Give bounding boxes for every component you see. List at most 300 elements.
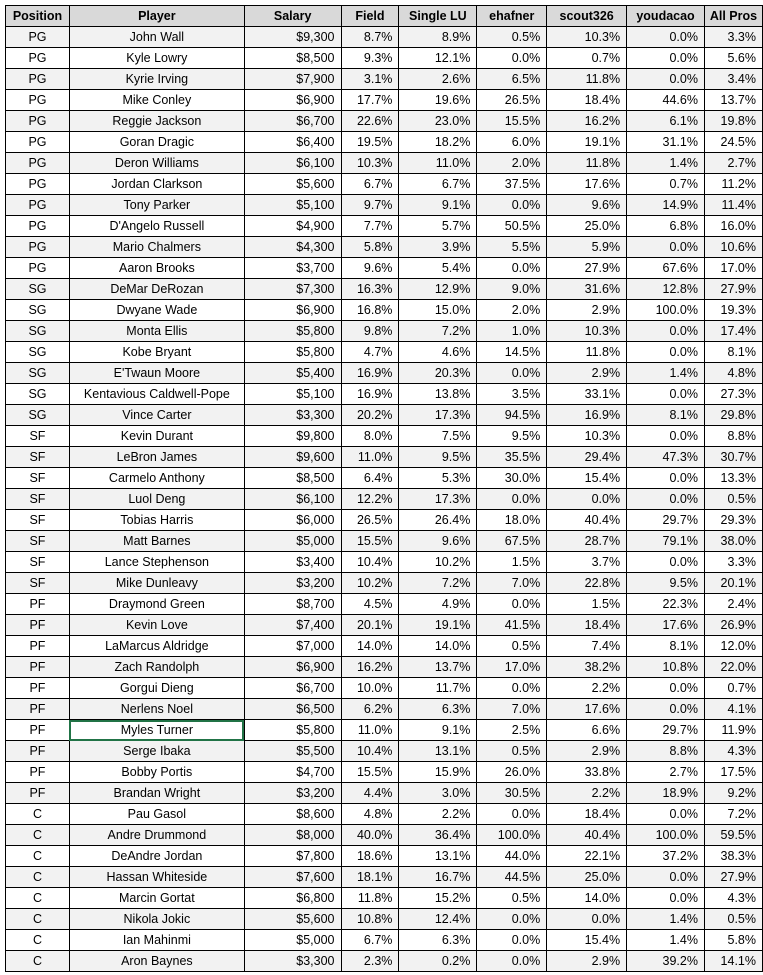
- cell-youdacao[interactable]: 0.0%: [627, 804, 705, 825]
- cell-salary[interactable]: $5,100: [244, 384, 341, 405]
- cell-player[interactable]: Kevin Durant: [69, 426, 244, 447]
- cell-salary[interactable]: $5,800: [244, 720, 341, 741]
- cell-field[interactable]: 10.0%: [341, 678, 399, 699]
- cell-player[interactable]: Carmelo Anthony: [69, 468, 244, 489]
- cell-single-lu[interactable]: 0.2%: [399, 951, 477, 972]
- cell-scout326[interactable]: 2.9%: [547, 741, 627, 762]
- cell-ehafner[interactable]: 17.0%: [477, 657, 547, 678]
- cell-scout326[interactable]: 22.1%: [547, 846, 627, 867]
- cell-ehafner[interactable]: 3.5%: [477, 384, 547, 405]
- cell-single-lu[interactable]: 9.1%: [399, 720, 477, 741]
- cell-field[interactable]: 10.2%: [341, 573, 399, 594]
- cell-youdacao[interactable]: 10.8%: [627, 657, 705, 678]
- cell-field[interactable]: 18.6%: [341, 846, 399, 867]
- cell-field[interactable]: 8.7%: [341, 27, 399, 48]
- cell-player[interactable]: Draymond Green: [69, 594, 244, 615]
- cell-position[interactable]: SF: [6, 447, 70, 468]
- cell-player[interactable]: Zach Randolph: [69, 657, 244, 678]
- cell-single-lu[interactable]: 12.9%: [399, 279, 477, 300]
- cell-single-lu[interactable]: 7.2%: [399, 573, 477, 594]
- cell-ehafner[interactable]: 35.5%: [477, 447, 547, 468]
- cell-ehafner[interactable]: 0.0%: [477, 363, 547, 384]
- cell-ehafner[interactable]: 7.0%: [477, 573, 547, 594]
- cell-field[interactable]: 20.1%: [341, 615, 399, 636]
- cell-salary[interactable]: $6,800: [244, 888, 341, 909]
- cell-position[interactable]: PF: [6, 657, 70, 678]
- cell-ehafner[interactable]: 14.5%: [477, 342, 547, 363]
- cell-youdacao[interactable]: 6.8%: [627, 216, 705, 237]
- cell-all-pros[interactable]: 11.9%: [704, 720, 762, 741]
- cell-field[interactable]: 7.7%: [341, 216, 399, 237]
- cell-player[interactable]: DeMar DeRozan: [69, 279, 244, 300]
- cell-field[interactable]: 9.7%: [341, 195, 399, 216]
- cell-single-lu[interactable]: 12.1%: [399, 48, 477, 69]
- cell-salary[interactable]: $8,500: [244, 48, 341, 69]
- cell-all-pros[interactable]: 12.0%: [704, 636, 762, 657]
- cell-scout326[interactable]: 2.2%: [547, 783, 627, 804]
- cell-field[interactable]: 20.2%: [341, 405, 399, 426]
- cell-youdacao[interactable]: 8.1%: [627, 636, 705, 657]
- cell-player[interactable]: Bobby Portis: [69, 762, 244, 783]
- cell-player[interactable]: Nikola Jokic: [69, 909, 244, 930]
- cell-salary[interactable]: $7,400: [244, 615, 341, 636]
- cell-all-pros[interactable]: 0.5%: [704, 909, 762, 930]
- cell-position[interactable]: C: [6, 867, 70, 888]
- cell-youdacao[interactable]: 9.5%: [627, 573, 705, 594]
- cell-scout326[interactable]: 17.6%: [547, 174, 627, 195]
- cell-salary[interactable]: $7,900: [244, 69, 341, 90]
- cell-single-lu[interactable]: 5.3%: [399, 468, 477, 489]
- cell-ehafner[interactable]: 26.0%: [477, 762, 547, 783]
- cell-single-lu[interactable]: 19.1%: [399, 615, 477, 636]
- cell-player[interactable]: Monta Ellis: [69, 321, 244, 342]
- cell-position[interactable]: SG: [6, 300, 70, 321]
- cell-position[interactable]: SG: [6, 405, 70, 426]
- cell-all-pros[interactable]: 24.5%: [704, 132, 762, 153]
- cell-ehafner[interactable]: 37.5%: [477, 174, 547, 195]
- cell-all-pros[interactable]: 3.4%: [704, 69, 762, 90]
- cell-ehafner[interactable]: 0.0%: [477, 48, 547, 69]
- cell-field[interactable]: 6.7%: [341, 174, 399, 195]
- cell-field[interactable]: 26.5%: [341, 510, 399, 531]
- cell-position[interactable]: PF: [6, 678, 70, 699]
- cell-position[interactable]: SG: [6, 384, 70, 405]
- cell-youdacao[interactable]: 67.6%: [627, 258, 705, 279]
- cell-field[interactable]: 16.2%: [341, 657, 399, 678]
- header-salary[interactable]: Salary: [244, 6, 341, 27]
- cell-position[interactable]: C: [6, 804, 70, 825]
- cell-salary[interactable]: $5,500: [244, 741, 341, 762]
- cell-player[interactable]: Jordan Clarkson: [69, 174, 244, 195]
- cell-youdacao[interactable]: 0.0%: [627, 888, 705, 909]
- cell-salary[interactable]: $6,700: [244, 678, 341, 699]
- cell-all-pros[interactable]: 17.0%: [704, 258, 762, 279]
- cell-single-lu[interactable]: 6.7%: [399, 174, 477, 195]
- cell-single-lu[interactable]: 13.7%: [399, 657, 477, 678]
- cell-single-lu[interactable]: 20.3%: [399, 363, 477, 384]
- cell-ehafner[interactable]: 9.0%: [477, 279, 547, 300]
- cell-all-pros[interactable]: 4.3%: [704, 741, 762, 762]
- cell-field[interactable]: 18.1%: [341, 867, 399, 888]
- cell-all-pros[interactable]: 38.0%: [704, 531, 762, 552]
- cell-youdacao[interactable]: 31.1%: [627, 132, 705, 153]
- cell-youdacao[interactable]: 0.0%: [627, 384, 705, 405]
- cell-ehafner[interactable]: 0.0%: [477, 804, 547, 825]
- cell-position[interactable]: PF: [6, 762, 70, 783]
- cell-field[interactable]: 11.8%: [341, 888, 399, 909]
- cell-salary[interactable]: $3,300: [244, 405, 341, 426]
- cell-position[interactable]: SF: [6, 489, 70, 510]
- cell-scout326[interactable]: 0.0%: [547, 909, 627, 930]
- cell-all-pros[interactable]: 29.8%: [704, 405, 762, 426]
- cell-all-pros[interactable]: 0.7%: [704, 678, 762, 699]
- cell-all-pros[interactable]: 14.1%: [704, 951, 762, 972]
- cell-single-lu[interactable]: 17.3%: [399, 489, 477, 510]
- cell-all-pros[interactable]: 4.8%: [704, 363, 762, 384]
- cell-all-pros[interactable]: 19.3%: [704, 300, 762, 321]
- cell-position[interactable]: PG: [6, 69, 70, 90]
- cell-single-lu[interactable]: 4.9%: [399, 594, 477, 615]
- cell-field[interactable]: 2.3%: [341, 951, 399, 972]
- cell-ehafner[interactable]: 0.5%: [477, 636, 547, 657]
- cell-ehafner[interactable]: 5.5%: [477, 237, 547, 258]
- cell-player[interactable]: LaMarcus Aldridge: [69, 636, 244, 657]
- cell-scout326[interactable]: 10.3%: [547, 426, 627, 447]
- header-all-pros[interactable]: All Pros: [704, 6, 762, 27]
- cell-position[interactable]: PG: [6, 237, 70, 258]
- cell-single-lu[interactable]: 13.1%: [399, 846, 477, 867]
- cell-youdacao[interactable]: 29.7%: [627, 510, 705, 531]
- cell-ehafner[interactable]: 9.5%: [477, 426, 547, 447]
- cell-player[interactable]: Luol Deng: [69, 489, 244, 510]
- cell-salary[interactable]: $6,000: [244, 510, 341, 531]
- cell-scout326[interactable]: 25.0%: [547, 216, 627, 237]
- cell-scout326[interactable]: 0.7%: [547, 48, 627, 69]
- cell-scout326[interactable]: 1.5%: [547, 594, 627, 615]
- cell-salary[interactable]: $3,200: [244, 783, 341, 804]
- cell-single-lu[interactable]: 9.6%: [399, 531, 477, 552]
- cell-salary[interactable]: $8,700: [244, 594, 341, 615]
- cell-single-lu[interactable]: 2.2%: [399, 804, 477, 825]
- cell-ehafner[interactable]: 30.5%: [477, 783, 547, 804]
- cell-scout326[interactable]: 6.6%: [547, 720, 627, 741]
- cell-youdacao[interactable]: 6.1%: [627, 111, 705, 132]
- cell-all-pros[interactable]: 30.7%: [704, 447, 762, 468]
- cell-player[interactable]: Deron Williams: [69, 153, 244, 174]
- cell-ehafner[interactable]: 2.5%: [477, 720, 547, 741]
- cell-field[interactable]: 4.7%: [341, 342, 399, 363]
- cell-single-lu[interactable]: 2.6%: [399, 69, 477, 90]
- cell-field[interactable]: 15.5%: [341, 531, 399, 552]
- cell-ehafner[interactable]: 2.0%: [477, 300, 547, 321]
- cell-position[interactable]: SG: [6, 363, 70, 384]
- cell-ehafner[interactable]: 0.5%: [477, 888, 547, 909]
- cell-scout326[interactable]: 3.7%: [547, 552, 627, 573]
- cell-scout326[interactable]: 9.6%: [547, 195, 627, 216]
- cell-ehafner[interactable]: 0.5%: [477, 27, 547, 48]
- cell-scout326[interactable]: 22.8%: [547, 573, 627, 594]
- cell-player[interactable]: Mike Dunleavy: [69, 573, 244, 594]
- cell-single-lu[interactable]: 4.6%: [399, 342, 477, 363]
- cell-single-lu[interactable]: 3.9%: [399, 237, 477, 258]
- header-single-lu[interactable]: Single LU: [399, 6, 477, 27]
- header-scout326[interactable]: scout326: [547, 6, 627, 27]
- cell-field[interactable]: 10.3%: [341, 153, 399, 174]
- cell-all-pros[interactable]: 0.5%: [704, 489, 762, 510]
- cell-single-lu[interactable]: 7.2%: [399, 321, 477, 342]
- cell-youdacao[interactable]: 0.0%: [627, 552, 705, 573]
- cell-scout326[interactable]: 11.8%: [547, 69, 627, 90]
- cell-single-lu[interactable]: 14.0%: [399, 636, 477, 657]
- cell-ehafner[interactable]: 30.0%: [477, 468, 547, 489]
- cell-single-lu[interactable]: 13.1%: [399, 741, 477, 762]
- cell-ehafner[interactable]: 0.0%: [477, 489, 547, 510]
- cell-salary[interactable]: $5,000: [244, 930, 341, 951]
- cell-youdacao[interactable]: 2.7%: [627, 762, 705, 783]
- cell-player[interactable]: Reggie Jackson: [69, 111, 244, 132]
- header-youdacao[interactable]: youdacao: [627, 6, 705, 27]
- cell-youdacao[interactable]: 79.1%: [627, 531, 705, 552]
- cell-youdacao[interactable]: 0.0%: [627, 321, 705, 342]
- cell-youdacao[interactable]: 100.0%: [627, 825, 705, 846]
- cell-youdacao[interactable]: 100.0%: [627, 300, 705, 321]
- cell-all-pros[interactable]: 10.6%: [704, 237, 762, 258]
- cell-scout326[interactable]: 5.9%: [547, 237, 627, 258]
- cell-position[interactable]: PF: [6, 615, 70, 636]
- cell-all-pros[interactable]: 29.3%: [704, 510, 762, 531]
- cell-field[interactable]: 9.3%: [341, 48, 399, 69]
- cell-scout326[interactable]: 10.3%: [547, 321, 627, 342]
- cell-all-pros[interactable]: 22.0%: [704, 657, 762, 678]
- cell-all-pros[interactable]: 7.2%: [704, 804, 762, 825]
- cell-field[interactable]: 15.5%: [341, 762, 399, 783]
- cell-single-lu[interactable]: 10.2%: [399, 552, 477, 573]
- cell-single-lu[interactable]: 5.7%: [399, 216, 477, 237]
- cell-player[interactable]: Pau Gasol: [69, 804, 244, 825]
- cell-player[interactable]: Tony Parker: [69, 195, 244, 216]
- cell-salary[interactable]: $5,600: [244, 909, 341, 930]
- cell-field[interactable]: 16.8%: [341, 300, 399, 321]
- cell-single-lu[interactable]: 9.1%: [399, 195, 477, 216]
- cell-ehafner[interactable]: 100.0%: [477, 825, 547, 846]
- cell-salary[interactable]: $5,600: [244, 174, 341, 195]
- cell-youdacao[interactable]: 29.7%: [627, 720, 705, 741]
- cell-scout326[interactable]: 11.8%: [547, 153, 627, 174]
- cell-field[interactable]: 10.4%: [341, 552, 399, 573]
- cell-scout326[interactable]: 11.8%: [547, 342, 627, 363]
- cell-player[interactable]: Aron Baynes: [69, 951, 244, 972]
- cell-youdacao[interactable]: 0.0%: [627, 468, 705, 489]
- cell-player[interactable]: Goran Dragic: [69, 132, 244, 153]
- cell-salary[interactable]: $6,900: [244, 90, 341, 111]
- cell-youdacao[interactable]: 1.4%: [627, 909, 705, 930]
- cell-field[interactable]: 22.6%: [341, 111, 399, 132]
- cell-ehafner[interactable]: 1.0%: [477, 321, 547, 342]
- cell-youdacao[interactable]: 0.0%: [627, 426, 705, 447]
- cell-field[interactable]: 11.0%: [341, 720, 399, 741]
- cell-scout326[interactable]: 33.1%: [547, 384, 627, 405]
- cell-field[interactable]: 19.5%: [341, 132, 399, 153]
- cell-youdacao[interactable]: 0.0%: [627, 342, 705, 363]
- cell-player[interactable]: John Wall: [69, 27, 244, 48]
- cell-salary[interactable]: $3,200: [244, 573, 341, 594]
- cell-youdacao[interactable]: 0.0%: [627, 237, 705, 258]
- cell-field[interactable]: 3.1%: [341, 69, 399, 90]
- cell-salary[interactable]: $5,800: [244, 342, 341, 363]
- cell-salary[interactable]: $6,700: [244, 111, 341, 132]
- cell-position[interactable]: PG: [6, 90, 70, 111]
- cell-salary[interactable]: $9,800: [244, 426, 341, 447]
- cell-position[interactable]: PG: [6, 195, 70, 216]
- cell-salary[interactable]: $9,300: [244, 27, 341, 48]
- cell-player[interactable]: Brandan Wright: [69, 783, 244, 804]
- cell-all-pros[interactable]: 13.3%: [704, 468, 762, 489]
- cell-salary[interactable]: $6,100: [244, 153, 341, 174]
- cell-ehafner[interactable]: 1.5%: [477, 552, 547, 573]
- cell-scout326[interactable]: 29.4%: [547, 447, 627, 468]
- cell-salary[interactable]: $7,800: [244, 846, 341, 867]
- cell-youdacao[interactable]: 44.6%: [627, 90, 705, 111]
- cell-youdacao[interactable]: 0.0%: [627, 699, 705, 720]
- cell-scout326[interactable]: 7.4%: [547, 636, 627, 657]
- cell-scout326[interactable]: 14.0%: [547, 888, 627, 909]
- cell-all-pros[interactable]: 59.5%: [704, 825, 762, 846]
- cell-scout326[interactable]: 2.9%: [547, 951, 627, 972]
- cell-player[interactable]: Kentavious Caldwell-Pope: [69, 384, 244, 405]
- cell-salary[interactable]: $4,900: [244, 216, 341, 237]
- cell-ehafner[interactable]: 0.5%: [477, 741, 547, 762]
- cell-ehafner[interactable]: 0.0%: [477, 195, 547, 216]
- cell-position[interactable]: SF: [6, 573, 70, 594]
- cell-player[interactable]: Mario Chalmers: [69, 237, 244, 258]
- cell-position[interactable]: PF: [6, 594, 70, 615]
- cell-youdacao[interactable]: 1.4%: [627, 363, 705, 384]
- cell-field[interactable]: 14.0%: [341, 636, 399, 657]
- cell-all-pros[interactable]: 2.4%: [704, 594, 762, 615]
- cell-ehafner[interactable]: 0.0%: [477, 951, 547, 972]
- header-player[interactable]: Player: [69, 6, 244, 27]
- cell-salary[interactable]: $8,600: [244, 804, 341, 825]
- cell-scout326[interactable]: 15.4%: [547, 468, 627, 489]
- cell-scout326[interactable]: 38.2%: [547, 657, 627, 678]
- cell-salary[interactable]: $7,000: [244, 636, 341, 657]
- cell-youdacao[interactable]: 0.0%: [627, 489, 705, 510]
- cell-position[interactable]: C: [6, 825, 70, 846]
- cell-youdacao[interactable]: 12.8%: [627, 279, 705, 300]
- cell-youdacao[interactable]: 22.3%: [627, 594, 705, 615]
- cell-single-lu[interactable]: 5.4%: [399, 258, 477, 279]
- cell-scout326[interactable]: 19.1%: [547, 132, 627, 153]
- cell-youdacao[interactable]: 0.0%: [627, 678, 705, 699]
- cell-salary[interactable]: $5,800: [244, 321, 341, 342]
- cell-all-pros[interactable]: 38.3%: [704, 846, 762, 867]
- cell-single-lu[interactable]: 9.5%: [399, 447, 477, 468]
- cell-salary[interactable]: $6,900: [244, 657, 341, 678]
- cell-scout326[interactable]: 16.9%: [547, 405, 627, 426]
- cell-scout326[interactable]: 18.4%: [547, 615, 627, 636]
- cell-player[interactable]: Kobe Bryant: [69, 342, 244, 363]
- header-field[interactable]: Field: [341, 6, 399, 27]
- cell-all-pros[interactable]: 4.3%: [704, 888, 762, 909]
- cell-all-pros[interactable]: 26.9%: [704, 615, 762, 636]
- cell-ehafner[interactable]: 6.0%: [477, 132, 547, 153]
- cell-ehafner[interactable]: 18.0%: [477, 510, 547, 531]
- cell-field[interactable]: 4.4%: [341, 783, 399, 804]
- cell-position[interactable]: PF: [6, 783, 70, 804]
- cell-position[interactable]: C: [6, 951, 70, 972]
- cell-field[interactable]: 9.6%: [341, 258, 399, 279]
- cell-ehafner[interactable]: 15.5%: [477, 111, 547, 132]
- cell-player[interactable]: Serge Ibaka: [69, 741, 244, 762]
- cell-salary[interactable]: $6,400: [244, 132, 341, 153]
- header-ehafner[interactable]: ehafner: [477, 6, 547, 27]
- cell-field[interactable]: 16.9%: [341, 384, 399, 405]
- cell-youdacao[interactable]: 1.4%: [627, 930, 705, 951]
- cell-ehafner[interactable]: 7.0%: [477, 699, 547, 720]
- cell-youdacao[interactable]: 17.6%: [627, 615, 705, 636]
- cell-all-pros[interactable]: 3.3%: [704, 552, 762, 573]
- cell-position[interactable]: SG: [6, 279, 70, 300]
- cell-field[interactable]: 17.7%: [341, 90, 399, 111]
- cell-ehafner[interactable]: 41.5%: [477, 615, 547, 636]
- cell-scout326[interactable]: 2.9%: [547, 300, 627, 321]
- cell-salary[interactable]: $6,900: [244, 300, 341, 321]
- cell-ehafner[interactable]: 26.5%: [477, 90, 547, 111]
- cell-player[interactable]: Aaron Brooks: [69, 258, 244, 279]
- cell-position[interactable]: PG: [6, 216, 70, 237]
- cell-position[interactable]: PG: [6, 132, 70, 153]
- cell-scout326[interactable]: 10.3%: [547, 27, 627, 48]
- cell-all-pros[interactable]: 17.4%: [704, 321, 762, 342]
- cell-all-pros[interactable]: 27.9%: [704, 867, 762, 888]
- cell-all-pros[interactable]: 17.5%: [704, 762, 762, 783]
- cell-player[interactable]: Kyrie Irving: [69, 69, 244, 90]
- cell-salary[interactable]: $7,600: [244, 867, 341, 888]
- cell-scout326[interactable]: 18.4%: [547, 804, 627, 825]
- cell-all-pros[interactable]: 11.2%: [704, 174, 762, 195]
- cell-salary[interactable]: $6,500: [244, 699, 341, 720]
- cell-ehafner[interactable]: 0.0%: [477, 930, 547, 951]
- cell-all-pros[interactable]: 16.0%: [704, 216, 762, 237]
- cell-youdacao[interactable]: 8.1%: [627, 405, 705, 426]
- cell-player[interactable]: Andre Drummond: [69, 825, 244, 846]
- cell-salary[interactable]: $3,400: [244, 552, 341, 573]
- cell-youdacao[interactable]: 0.0%: [627, 69, 705, 90]
- cell-salary[interactable]: $4,700: [244, 762, 341, 783]
- cell-player[interactable]: Marcin Gortat: [69, 888, 244, 909]
- cell-single-lu[interactable]: 6.3%: [399, 930, 477, 951]
- cell-single-lu[interactable]: 18.2%: [399, 132, 477, 153]
- cell-salary[interactable]: $6,100: [244, 489, 341, 510]
- cell-ehafner[interactable]: 6.5%: [477, 69, 547, 90]
- cell-youdacao[interactable]: 18.9%: [627, 783, 705, 804]
- cell-field[interactable]: 40.0%: [341, 825, 399, 846]
- cell-ehafner[interactable]: 0.0%: [477, 594, 547, 615]
- cell-all-pros[interactable]: 5.8%: [704, 930, 762, 951]
- cell-single-lu[interactable]: 3.0%: [399, 783, 477, 804]
- cell-salary[interactable]: $3,700: [244, 258, 341, 279]
- cell-scout326[interactable]: 40.4%: [547, 825, 627, 846]
- cell-ehafner[interactable]: 2.0%: [477, 153, 547, 174]
- cell-ehafner[interactable]: 67.5%: [477, 531, 547, 552]
- cell-player[interactable]: D'Angelo Russell: [69, 216, 244, 237]
- cell-field[interactable]: 9.8%: [341, 321, 399, 342]
- cell-ehafner[interactable]: 0.0%: [477, 258, 547, 279]
- cell-player[interactable]: Kevin Love: [69, 615, 244, 636]
- cell-single-lu[interactable]: 26.4%: [399, 510, 477, 531]
- cell-ehafner[interactable]: 0.0%: [477, 678, 547, 699]
- cell-position[interactable]: C: [6, 909, 70, 930]
